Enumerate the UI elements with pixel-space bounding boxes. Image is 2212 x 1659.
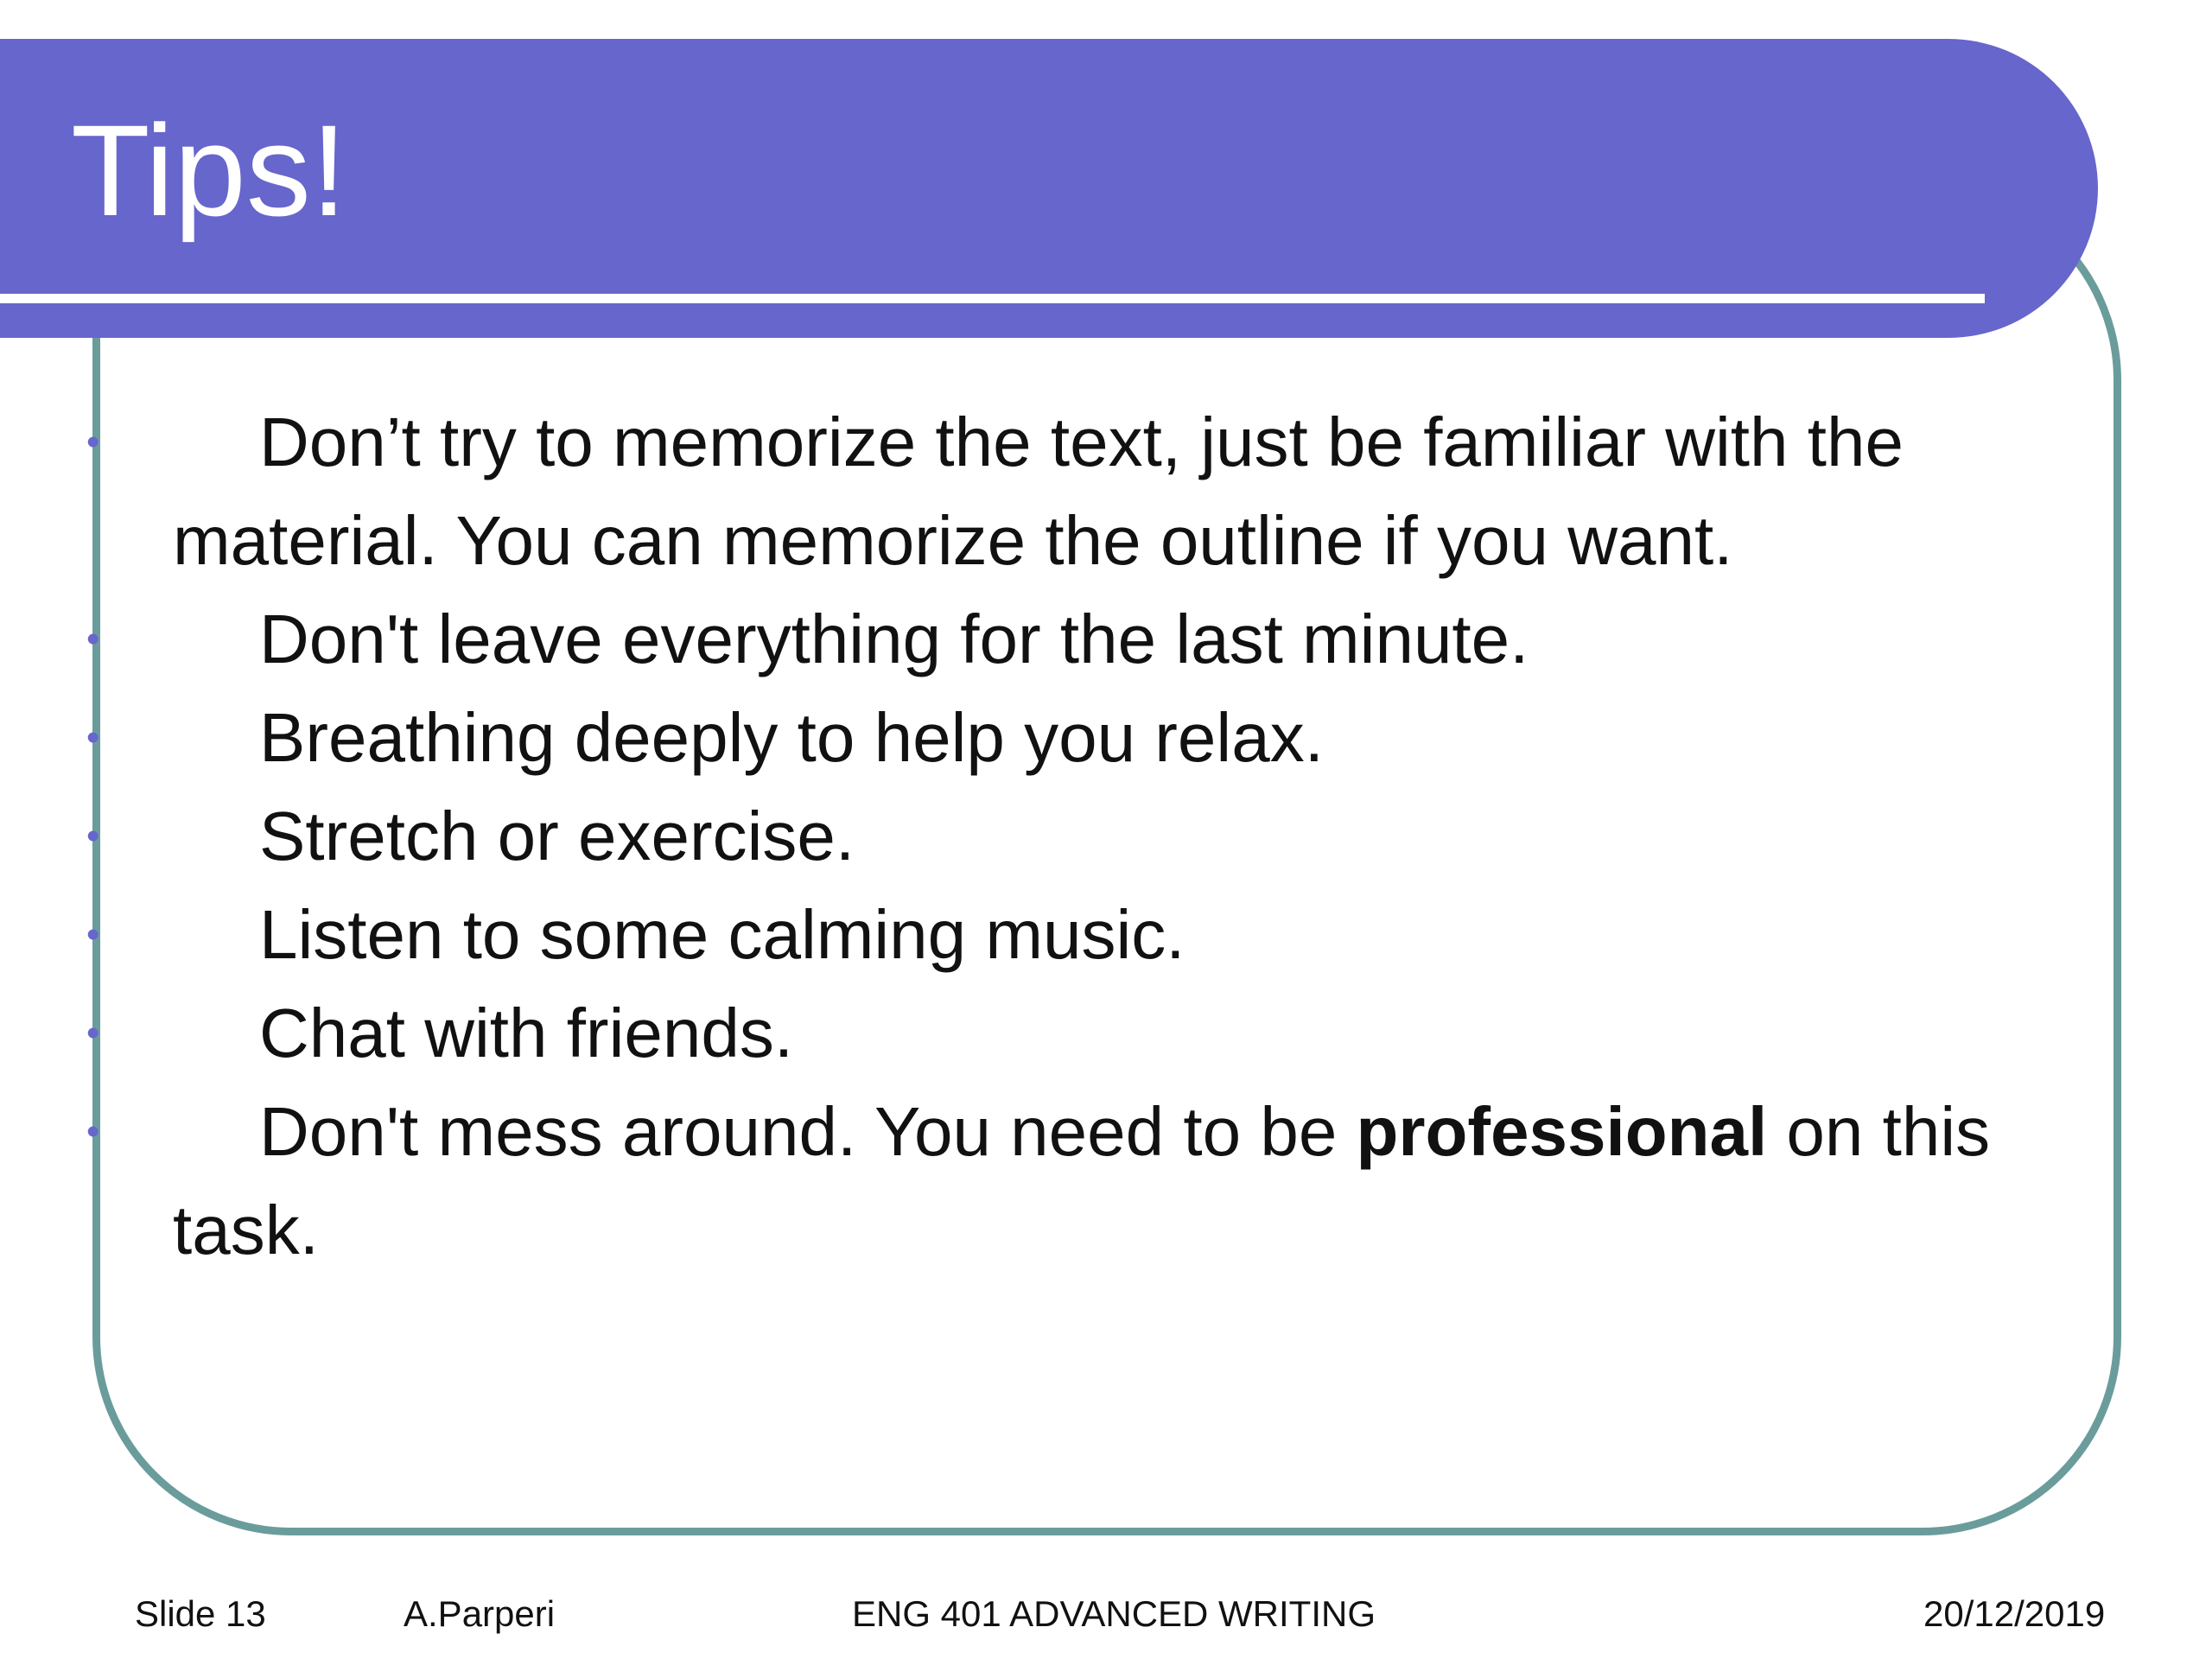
- tip-item: [86, 886, 2082, 984]
- title-divider: [0, 294, 1985, 303]
- slide-title: Tips!: [71, 98, 347, 243]
- tip-text: Don't leave everything for the last minute.: [259, 601, 1529, 677]
- tip-item: [86, 590, 2082, 689]
- tip-text: Chat with friends.: [259, 995, 794, 1071]
- footer-course-title: ENG 401 ADVANCED WRITING: [852, 1593, 1376, 1634]
- bullet-dot-icon: •: [86, 1110, 100, 1153]
- tip-text-end: on this task.: [173, 1093, 1991, 1268]
- bullet-dot-icon: •: [86, 618, 100, 660]
- bullet-dot-icon: •: [86, 716, 100, 759]
- footer-author: A.Parperi: [404, 1593, 556, 1634]
- tip-text: Stretch or exercise.: [259, 798, 855, 874]
- tip-text: Listen to some calming music.: [259, 896, 1185, 973]
- tip-item: [86, 689, 2082, 787]
- tip-item: [86, 1083, 2082, 1280]
- tip-text: Breathing deeply to help you relax.: [259, 699, 1324, 776]
- tip-text: Don’t try to memorize the text, just be familiar with the material. You can memorize the outline if you want.: [173, 404, 1904, 579]
- bullet-dot-icon: •: [86, 1012, 100, 1054]
- tip-item: [86, 393, 2082, 590]
- bullet-dot-icon: •: [86, 913, 100, 956]
- footer-slide-number: Slide 13: [135, 1593, 266, 1634]
- footer-date: 20/12/2019: [1923, 1593, 2106, 1634]
- tip-item: [86, 984, 2082, 1083]
- tip-text-start: Don't mess around. You need to be: [259, 1093, 1357, 1170]
- bullet-dot-icon: •: [86, 421, 100, 463]
- bullet-dot-icon: •: [86, 815, 100, 857]
- tips-list: [86, 393, 2082, 1280]
- tip-text: [173, 1093, 1990, 1268]
- tip-item: [86, 787, 2082, 886]
- tip-emphasis: professional: [1356, 1093, 1768, 1170]
